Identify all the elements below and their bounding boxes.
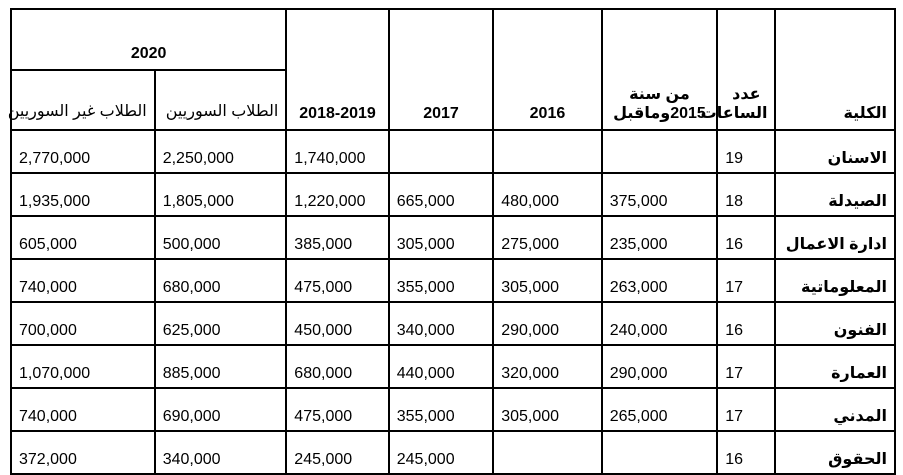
credit-hours: 16 [717,302,775,345]
fee-2018-2019: 680,000 [286,345,388,388]
fee-2017: 340,000 [389,302,493,345]
fee-2015 [602,431,718,474]
credit-hours: 17 [717,388,775,431]
fee-2017: 245,000 [389,431,493,474]
tuition-fees-table [7,8,896,475]
fee-2016: 290,000 [493,302,601,345]
table-body [11,130,895,474]
header-hours [700,9,775,130]
fee-2017: 355,000 [389,259,493,302]
college-name: المعلوماتية [775,259,895,302]
fee-2017: 305,000 [389,216,493,259]
fee-2020-syrian: 1,805,000 [155,173,287,216]
fee-2020-non-syrian: 2,770,000 [11,130,155,173]
credit-hours: 19 [717,130,775,173]
table-row [11,431,895,474]
fee-2020-syrian: 340,000 [155,431,287,474]
table-row [11,259,895,302]
fee-2016 [493,431,601,474]
header-2020: 2020 [11,9,286,70]
fee-2016: 305,000 [493,259,601,302]
college-name: العمارة [775,345,895,388]
fee-2020-syrian: 2,250,000 [155,130,287,173]
fee-2020-syrian: 885,000 [155,345,287,388]
credit-hours: 17 [717,345,775,388]
college-name: ادارة الاعمال [775,216,895,259]
credit-hours: 17 [717,259,775,302]
header-2018-2019: 2018-2019 [286,9,388,130]
header-row-top [11,9,895,70]
fee-2016: 480,000 [493,173,601,216]
table-row [11,302,895,345]
header-non-syrian: الطلاب غير السوريين [11,70,155,130]
college-name: المدني [775,388,895,431]
table-row [11,345,895,388]
fee-2015: 290,000 [602,345,718,388]
fee-2015: 235,000 [602,216,718,259]
fee-2018-2019: 475,000 [286,388,388,431]
college-name: الاسنان [775,130,895,173]
header-2015-line1: من سنة [629,86,690,103]
header-hours-line2: الساعات [700,105,768,122]
fee-2015: 265,000 [602,388,718,431]
fee-2018-2019: 475,000 [286,259,388,302]
fee-2020-non-syrian: 1,935,000 [11,173,155,216]
fee-2015: 240,000 [602,302,718,345]
header-2015-line2: 2015وماقبل [613,105,706,122]
fee-2020-non-syrian: 605,000 [11,216,155,259]
fee-2016: 275,000 [493,216,601,259]
header-2015 [602,9,718,130]
fee-2018-2019: 1,220,000 [286,173,388,216]
fee-2020-non-syrian: 372,000 [11,431,155,474]
college-name: الفنون [775,302,895,345]
fee-2020-non-syrian: 740,000 [11,388,155,431]
fee-2016: 305,000 [493,388,601,431]
fee-2020-syrian: 625,000 [155,302,287,345]
fee-2016 [493,130,601,173]
credit-hours: 18 [717,173,775,216]
fee-2015: 263,000 [602,259,718,302]
fee-2018-2019: 1,740,000 [286,130,388,173]
table-row [11,388,895,431]
fee-2015 [602,130,718,173]
fee-2020-syrian: 500,000 [155,216,287,259]
fee-2020-non-syrian: 1,070,000 [11,345,155,388]
fee-2016: 320,000 [493,345,601,388]
header-2017: 2017 [389,9,493,130]
fee-2020-non-syrian: 700,000 [11,302,155,345]
fee-2017 [389,130,493,173]
table-row [11,173,895,216]
fee-2020-non-syrian: 740,000 [11,259,155,302]
fee-2020-syrian: 680,000 [155,259,287,302]
fee-2018-2019: 385,000 [286,216,388,259]
fee-2020-syrian: 690,000 [155,388,287,431]
fee-2017: 355,000 [389,388,493,431]
fee-2017: 440,000 [389,345,493,388]
fee-2017: 665,000 [389,173,493,216]
fee-2015: 375,000 [602,173,718,216]
fee-2018-2019: 245,000 [286,431,388,474]
table-row [11,216,895,259]
college-name: الصيدلة [775,173,895,216]
credit-hours: 16 [717,431,775,474]
fee-2018-2019: 450,000 [286,302,388,345]
table-row [11,130,895,173]
header-syrian: الطلاب السوريين [155,70,287,130]
header-hours-line1: عدد [732,86,761,103]
credit-hours: 16 [717,216,775,259]
header-2016: 2016 [493,9,601,130]
college-name: الحقوق [775,431,895,474]
header-college: الكلية [775,9,895,130]
